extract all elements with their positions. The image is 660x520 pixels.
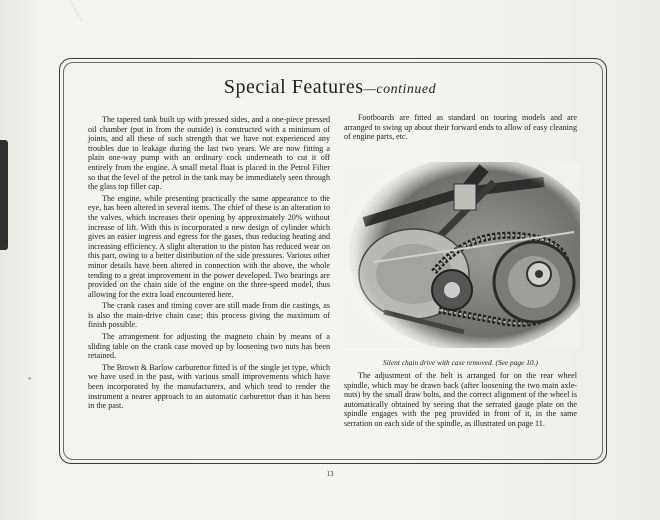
margin-mark: * <box>28 376 32 384</box>
right-text-bottom <box>344 371 577 431</box>
left-text-column <box>88 115 330 413</box>
right-text-top <box>344 113 577 144</box>
paragraph: The tapered tank built up with pressed sides, and a one-piece pressed oil chamber (put in from the outside) is constructed with a minimum of joints, and all these of such strength that we have not experienced any troubles due to leakage during the last two years. We are now fitting a plain one-way pump with an ordinary cock underneath to cut it off entirely from the engine. A small metal float is placed in the Petrol Filter so that the level of the petrol in the tank may be immediately seen through the glass top filler cap. <box>88 115 330 192</box>
binding-edge <box>0 140 8 250</box>
chain-drive-illustration <box>344 162 580 348</box>
paragraph: The engine, while presenting practically the same appearance to the eye, has been altered in several items. The chief of these is an alteration to the valves, which increases their opening by approximately 20% without increase of lift. With this is incorporated a new design of cylinder which gives an easier ingress and egress for the gases, thus reducing heating and increasing efficiency. A slight alteration to the piston has reduced wear on this part, owing to a better distribution of the side pressures. Various other minor details have been altered in connection with the above, the whole tending to a great improvement in the power developed. Two bearings are provided on the chain side of the engine on the three-speed model, thus allowing for the extra load encountered here. <box>88 193 330 299</box>
paragraph: The Brown & Barlow carburettor fitted is of the single jet type, which we have used in the past, with various small improvements which have been incorporated by the manufacturers, and which tend to render the instrument a nearer approach to an automatic carburettor than it has been in the past. <box>88 362 330 411</box>
paragraph: Footboards are fitted as standard on touring models and are arranged to swing up about their forward ends to allow of easy cleaning of engine parts, etc. <box>344 113 577 142</box>
paragraph: The crank cases and timing cover are still made from die castings, as is also the main-drive chain case; this process giving the maximum of finish possible. <box>88 301 330 330</box>
paragraph: The arrangement for adjusting the magneto chain by means of a sliding table on the crank case moved up by loosening two nuts has been retained. <box>88 332 330 361</box>
title-main: Special Features <box>223 76 364 98</box>
chain-drive-photo <box>344 162 580 348</box>
photo-caption: Silent chain drive with case removed. (See page 10.) <box>383 358 538 367</box>
title-continued: —continued <box>363 82 437 97</box>
paragraph: The adjustment of the belt is arranged for on the rear wheel spindle, which may be drawn back (after loosening the two main axle-nuts) by the small draw bolts, and the correct alignment of the wheel is automatically obtained by seeing that the serrated gauge plate on the spindle engages with the peg provided in front of it, in the same serration on each side of the spindle, as illustrated on page 11. <box>344 371 577 428</box>
page-number: 13 <box>326 470 334 478</box>
page-title <box>0 76 660 99</box>
